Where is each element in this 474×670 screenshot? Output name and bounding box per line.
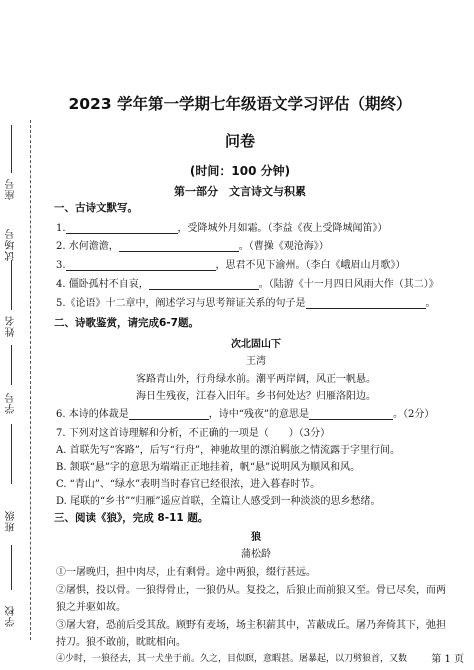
page-title: 2023 学年第一学期七年级语文学习评估（期终）: [68, 95, 412, 113]
text-author: 蒲松龄: [241, 549, 271, 560]
name-blank[interactable]: [11, 345, 12, 385]
class-blank[interactable]: [11, 545, 12, 590]
section-2-heading: 二、诗歌鉴赏，请完成6-7题。: [54, 317, 199, 329]
paragraph-2-line-2: 狼之并驱如故。: [56, 602, 126, 613]
paragraph-2-line-1: ②屠惧，投以骨。一狼得骨止，一狼仍从。复投之，后狼止而前狼又至。骨已尽矣，而两: [56, 585, 446, 596]
paragraph-3-line-2: 持刀。狼不敢前，眈眈相向。: [56, 637, 186, 648]
cut-line: [30, 120, 31, 640]
question-7: 7. 下列对这首诗理解和分析，不正确的一项是（ ）（3分）: [56, 428, 331, 439]
time-limit: (时间：100 分钟): [189, 164, 291, 178]
answer-blank[interactable]: [119, 240, 239, 252]
page-subtitle: 问卷: [224, 132, 255, 150]
seat-label: 座号: [6, 178, 17, 200]
answer-blank[interactable]: [66, 222, 178, 234]
answer-blank[interactable]: [149, 278, 259, 290]
answer-blank[interactable]: [66, 259, 216, 271]
seat-blank[interactable]: [11, 125, 12, 173]
option-b[interactable]: B. 颔联“悬”字的意思为端端正正地挂着，帆“悬”说明风为顺风和风。: [56, 462, 361, 473]
student-number-label: 学号: [6, 392, 17, 414]
binding-strip: [0, 0, 40, 670]
class-label: 班级: [6, 510, 17, 532]
question-5: 5.《论语》十二章中，阐述学习与思考辩证关系的句子是 。: [56, 298, 436, 309]
part-heading: 第一部分 文言诗文与积累: [174, 185, 306, 198]
poem-title: 次北固山下: [231, 339, 281, 350]
answer-blank[interactable]: [309, 408, 393, 420]
page-number: 第 1 页: [431, 654, 464, 665]
student-number-blank[interactable]: [11, 424, 12, 484]
question-3: 3. ，思君不见下渝州。（李白《峨眉山月歌》）: [56, 260, 406, 271]
answer-blank[interactable]: [306, 297, 426, 309]
section-1-heading: 一、古诗文默写。: [54, 202, 138, 214]
exam-room-label: 试场号: [6, 228, 17, 261]
school-label: 学校: [6, 605, 17, 627]
question-1: 1. ，受降城外月如霜。（李益《夜上受降城闻笛》）: [56, 223, 388, 234]
poem-line-1: 客路青山外，行舟绿水前。潮平两岸阔，风正一帆悬。: [136, 374, 376, 385]
poem-author: 王湾: [246, 356, 266, 367]
name-label: 姓名: [6, 315, 17, 337]
question-2: 2. 水何澹澹， 。（曹操《观沧海》）: [56, 241, 329, 252]
poem-line-2: 海日生残夜，江春入旧年。乡书何处达？归雁洛阳边。: [136, 391, 376, 402]
answer-blank[interactable]: [129, 408, 209, 420]
option-d[interactable]: D. 尾联的“乡书”“归雁”遥应首联，全篇让人感受到一种淡淡的思乡愁绪。: [56, 496, 381, 507]
paragraph-1: ①一屠晚归，担中肉尽，止有剩骨。途中两狼，缀行甚远。: [56, 567, 316, 578]
paragraph-4-line-1: ④少时，一狼径去，其一犬坐于前。久之，目似瞑，意暇甚。屠暴起，以刀劈狼首，又数: [56, 654, 408, 664]
section-3-heading: 三、阅读《狼》，完成 8-11 题。: [54, 512, 209, 524]
option-a[interactable]: A. 首联先写“客路”，后写“行舟”，神驰故里的漂泊羁旅之情流露于字里行间。: [56, 445, 401, 456]
option-c[interactable]: C. “青山”、“绿水”表明当时春官已经很浓，进入暮春时节。: [56, 479, 321, 490]
text-title: 狼: [251, 532, 261, 543]
paragraph-3-line-1: ③屠大窘，恐前后受其敌。顾野有麦场，场主积薪其中，苫蔽成丘。屠乃奔倚其下，弛担: [56, 620, 446, 631]
question-4: 4. 僵卧孤村不自哀， 。（陆游《十一月四日风雨大作（其二）》: [56, 279, 439, 290]
question-6: 6. 本诗的体裁是 ，诗中“残夜”的意思是 。（2分）: [56, 409, 435, 420]
exam-room-blank[interactable]: [11, 260, 12, 310]
